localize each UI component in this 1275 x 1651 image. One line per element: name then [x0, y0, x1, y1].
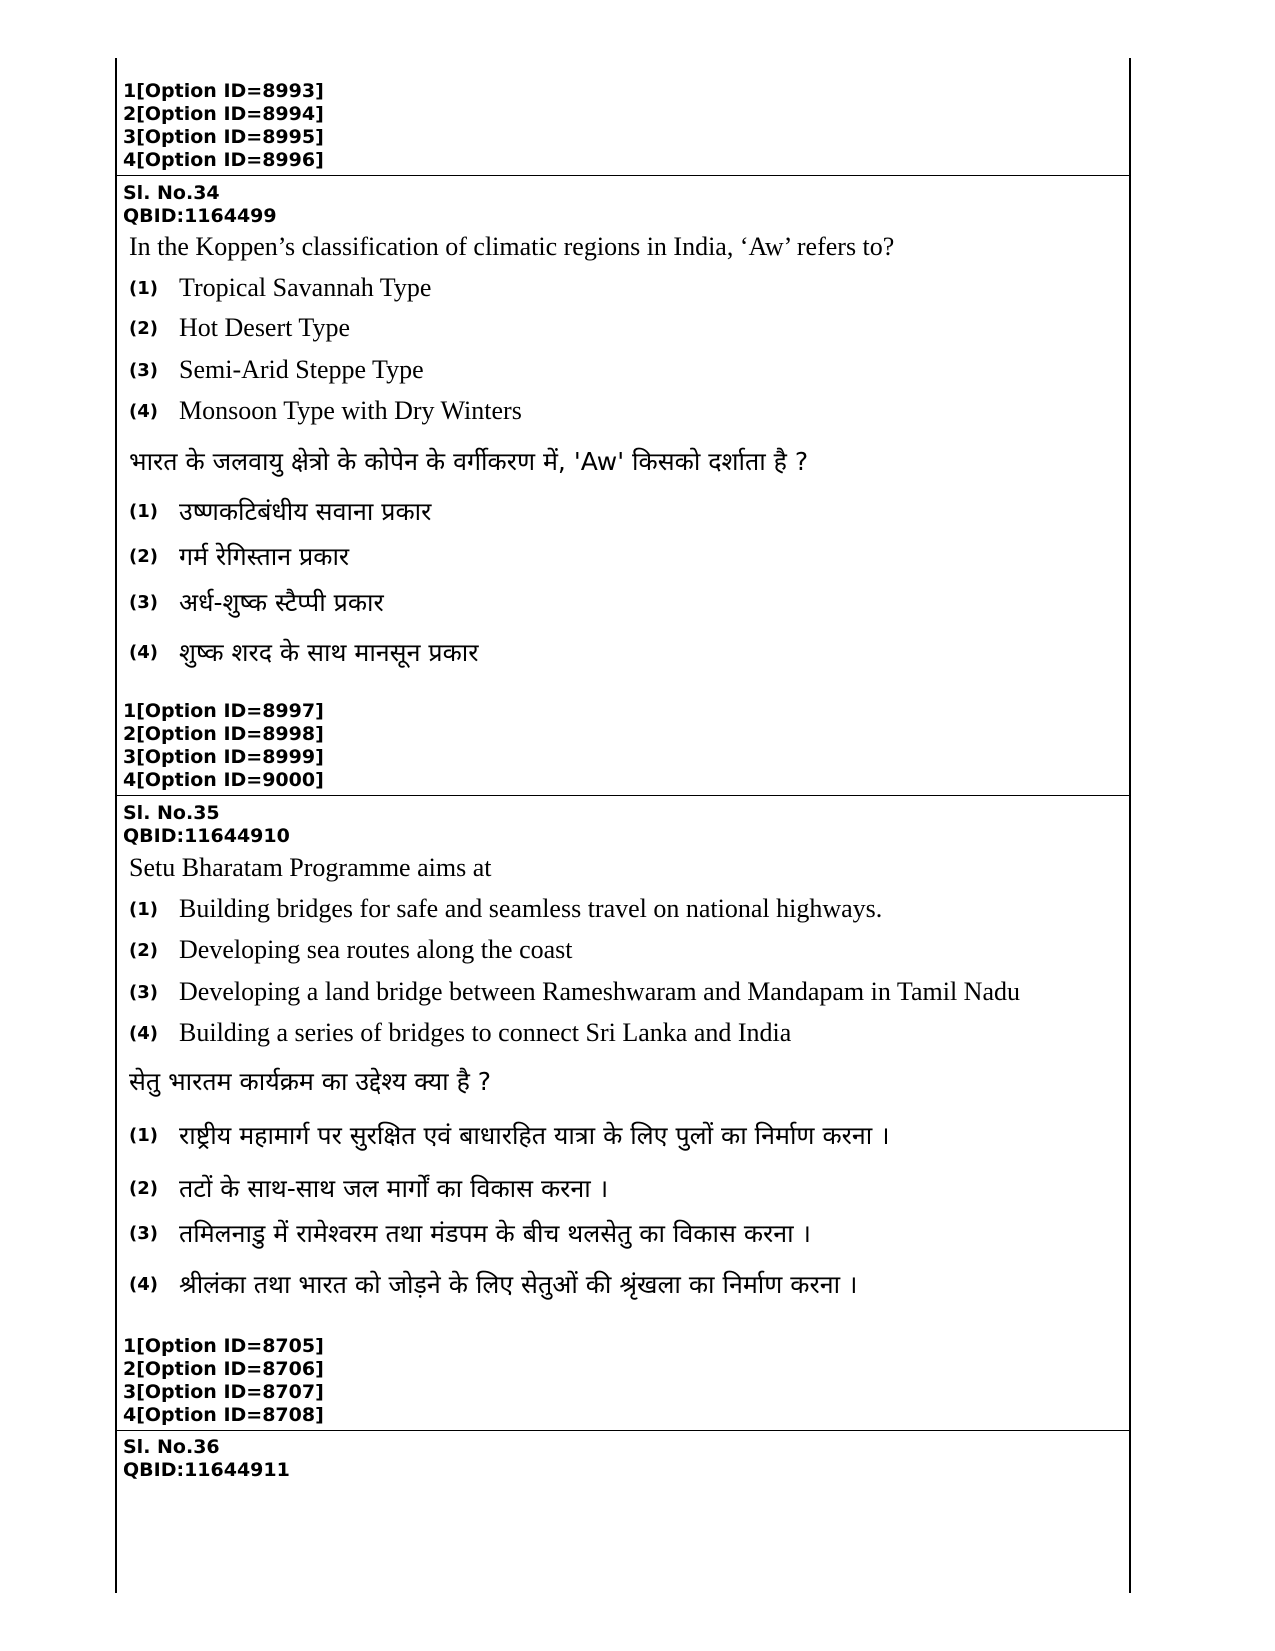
option-text: Building bridges for safe and seamless travel on national highways. — [179, 894, 883, 923]
option-number: (3) — [129, 981, 158, 1003]
option-id: 3[Option ID=8707] — [123, 1381, 324, 1403]
option-id: 1[Option ID=8705] — [123, 1335, 324, 1357]
option-text: गर्म रेगिस्तान प्रकार — [179, 542, 350, 571]
option-text: राष्ट्रीय महामार्ग पर सुरक्षित एवं बाधारहित यात्रा के लिए पुलों का निर्माण करना । — [179, 1121, 890, 1150]
option-id: 1[Option ID=8993] — [123, 80, 324, 102]
qbid: QBID:11644910 — [123, 825, 290, 847]
option-en — [129, 977, 1020, 1007]
option-text: तमिलनाडु में रामेश्वरम तथा मंडपम के बीच थलसेतु का विकास करना । — [179, 1219, 812, 1248]
question-paper-frame — [115, 58, 1131, 1593]
question-text-hi: सेतु भारतम कार्यक्रम का उद्देश्य क्या है ? — [129, 1067, 492, 1096]
option-id: 3[Option ID=8995] — [123, 126, 324, 148]
option-number: (2) — [129, 939, 158, 961]
option-hi — [129, 635, 479, 669]
option-text: Hot Desert Type — [179, 313, 350, 342]
option-number: (4) — [129, 1022, 158, 1044]
option-number: (2) — [129, 317, 158, 339]
option-en — [129, 935, 573, 965]
option-id: 2[Option ID=8998] — [123, 723, 324, 745]
option-hi — [129, 539, 349, 573]
option-number: (2) — [129, 1177, 158, 1199]
option-text: Developing a land bridge between Rameshwaram and Mandapam in Tamil Nadu — [179, 977, 1021, 1006]
option-number: (3) — [129, 1222, 158, 1244]
option-en — [129, 894, 882, 924]
option-text: श्रीलंका तथा भारत को जोड़ने के लिए सेतुओं की श्रृंखला का निर्माण करना । — [179, 1270, 858, 1299]
serial-number: Sl. No.34 — [123, 182, 220, 204]
option-number: (1) — [129, 500, 158, 522]
option-text: अर्ध-शुष्क स्टैप्पी प्रकार — [179, 588, 384, 617]
option-id-list — [123, 1335, 324, 1427]
option-hi — [129, 1216, 811, 1250]
option-number: (1) — [129, 1124, 158, 1146]
question-text-en: Setu Bharatam Programme aims at — [129, 853, 492, 882]
option-text: Developing sea routes along the coast — [179, 935, 573, 964]
option-number: (1) — [129, 898, 158, 920]
question-divider — [117, 175, 1129, 176]
option-hi — [129, 585, 384, 619]
serial-number: Sl. No.35 — [123, 802, 220, 824]
question-text-hi: भारत के जलवायु क्षेत्रो के कोपेन के वर्गीकरण में, 'Aw' किसको दर्शाता है ? — [129, 447, 809, 476]
option-text: Monsoon Type with Dry Winters — [179, 396, 522, 425]
option-number: (1) — [129, 277, 158, 299]
option-id: 2[Option ID=8994] — [123, 103, 324, 125]
option-number: (3) — [129, 591, 158, 613]
option-id-list — [123, 80, 324, 172]
option-en — [129, 1018, 791, 1048]
option-text: उष्णकटिबंधीय सवाना प्रकार — [179, 497, 432, 526]
option-id: 4[Option ID=8708] — [123, 1404, 324, 1426]
option-hi — [129, 1171, 608, 1205]
option-number: (4) — [129, 641, 158, 663]
question-meta — [123, 182, 277, 228]
question-meta — [123, 802, 290, 848]
qbid: QBID:1164499 — [123, 205, 277, 227]
option-hi — [129, 1267, 857, 1301]
option-number: (4) — [129, 1273, 158, 1295]
option-id: 4[Option ID=9000] — [123, 769, 324, 791]
option-en — [129, 355, 424, 385]
option-number: (4) — [129, 400, 158, 422]
question-meta — [123, 1436, 290, 1482]
serial-number: Sl. No.36 — [123, 1436, 220, 1458]
option-id: 2[Option ID=8706] — [123, 1358, 324, 1380]
qbid: QBID:11644911 — [123, 1459, 290, 1481]
option-text: Building a series of bridges to connect Sri Lanka and India — [179, 1018, 792, 1047]
question-divider — [117, 795, 1129, 796]
option-text: शुष्क शरद के साथ मानसून प्रकार — [179, 638, 479, 667]
question-divider — [117, 1430, 1129, 1431]
option-hi — [129, 1118, 890, 1152]
option-id: 4[Option ID=8996] — [123, 149, 324, 171]
option-en — [129, 273, 431, 303]
option-text: Semi-Arid Steppe Type — [179, 355, 424, 384]
option-id: 3[Option ID=8999] — [123, 746, 324, 768]
option-hi — [129, 494, 431, 528]
option-id-list — [123, 700, 324, 792]
option-en — [129, 313, 350, 343]
option-text: तटों के साथ-साथ जल मार्गों का विकास करना । — [179, 1174, 609, 1203]
option-id: 1[Option ID=8997] — [123, 700, 324, 722]
option-en — [129, 396, 522, 426]
question-text-en: In the Koppen’s classification of climatic regions in India, ‘Aw’ refers to? — [129, 232, 895, 261]
option-text: Tropical Savannah Type — [179, 273, 432, 302]
option-number: (3) — [129, 359, 158, 381]
option-number: (2) — [129, 545, 158, 567]
